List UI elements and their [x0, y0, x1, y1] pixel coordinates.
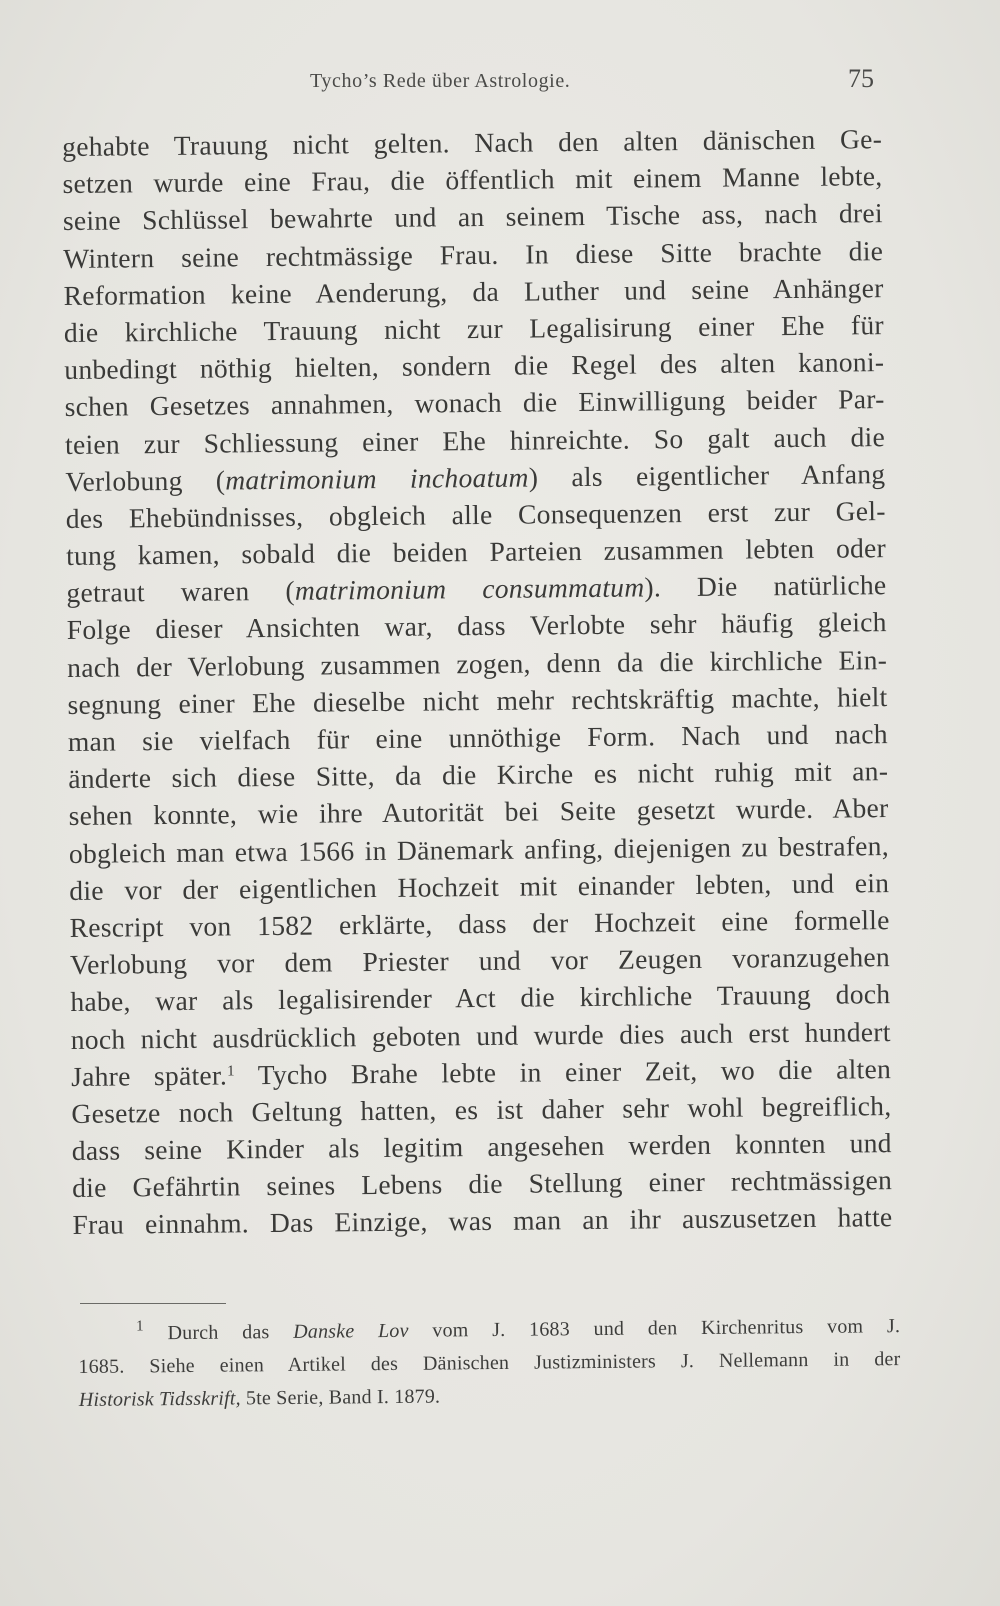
text-line: Wintern seine rechtmässige Frau. In diese Sitte brachte die: [63, 234, 884, 274]
text-line: setzen wurde eine Frau, die öffentlich mit einem Manne lebte,: [62, 160, 883, 200]
footnote-marker: 1: [136, 1318, 144, 1335]
text-line: Verlobung (matrimonium inchoatum) als eigentlicher Anfang: [65, 457, 886, 497]
text-line: dass seine Kinder als legitim angesehen werden konnten und: [71, 1127, 892, 1167]
footnote-line: 1685. Siehe einen Artikel des Dänischen Justizministers J. Nellemann in der: [78, 1348, 901, 1378]
text-line: nach der Verlobung zusammen zogen, denn da die kirchliche Ein-: [67, 643, 888, 683]
text-line: änderte sich diese Sitte, da die Kirche es nicht ruhig mit an-: [68, 755, 889, 795]
text-line: getraut waren (matrimonium consummatum). Die natürliche: [66, 569, 887, 609]
text-line: Gesetze noch Geltung hatten, es ist daher sehr wohl begreiflich,: [71, 1089, 892, 1129]
text-line: Verlobung vor dem Priester und vor Zeugen voranzugehen: [69, 941, 891, 981]
text-line: gehabte Trauung nicht gelten. Nach den alten dänischen Ge-: [62, 123, 883, 162]
body-text: [62, 120, 893, 1243]
text-line: Rescript von 1582 erklärte, dass der Hochzeit eine formelle: [69, 904, 890, 943]
text-line: die kirchliche Trauung nicht zur Legalisirung einer Ehe für: [63, 309, 885, 348]
text-line: obgleich man etwa 1566 in Dänemark anfing, diejenigen zu bestrafen,: [68, 829, 890, 869]
latin-term: matrimonium inchoatum: [225, 461, 529, 496]
text-line: habe, war als legalisirender Act die kirchliche Trauung doch: [70, 978, 891, 1018]
text-line: unbedingt nöthig hielten, sondern die Regel des alten kanoni-: [64, 346, 885, 386]
footnote-line: Historisk Tidsskrift, 5te Serie, Band I. 1879.: [78, 1385, 441, 1411]
text-line: die Gefährtin seines Lebens die Stellung einer rechtmässigen: [72, 1164, 893, 1204]
running-title: Tycho’s Rede über Astrologie.: [310, 70, 571, 92]
text-line: Jahre später.$^1$ Tycho Brahe lebte in einer Zeit, wo die alten: [70, 1052, 892, 1092]
text-line: Folge dieser Ansichten war, dass Verlobte sehr häufig gleich: [66, 606, 887, 646]
footnote-divider: [80, 1303, 226, 1304]
text-line: noch nicht ausdrücklich geboten und wurde dies auch erst hundert: [70, 1015, 891, 1055]
text-line: segnung einer Ehe dieselbe nicht mehr rechtskräftig machte, hielt: [67, 680, 888, 720]
text-line: Frau einnahm. Das Einzige, was man an ihr auszusetzen hatte: [72, 1201, 893, 1241]
footnote-line: $^1$ Durch das Danske Lov vom J. 1683 und den Kirchenritus vom J.: [136, 1315, 901, 1345]
text-line: Reformation keine Aenderung, da Luther und seine Anhänger: [63, 271, 884, 311]
page-number: 75: [848, 64, 874, 93]
latin-term: matrimonium consummatum: [294, 571, 645, 607]
footnote: [78, 1310, 901, 1417]
text-line: die vor der eigentlichen Hochzeit mit einander lebten, und ein: [69, 866, 890, 906]
text-line: man sie vielfach für eine unnöthige Form. Nach und nach: [67, 718, 889, 757]
footnote-reference: 1: [226, 1063, 235, 1080]
text-line: sehen konnte, wie ihre Autorität bei Seite gesetzt wurde. Aber: [68, 792, 889, 832]
text-line: teien zur Schliessung einer Ehe hinreichte. So galt auch die: [64, 420, 886, 460]
text-line: schen Gesetzes annahmen, wonach die Einwilligung beider Par-: [64, 383, 885, 423]
text-line: tung kamen, sobald die beiden Parteien zusammen lebten oder: [65, 532, 887, 572]
text-line: seine Schlüssel bewahrte und an seinem Tische ass, nach drei: [62, 197, 884, 237]
text-line: des Ehebündnisses, obgleich alle Consequenzen erst zur Gel-: [65, 494, 886, 534]
